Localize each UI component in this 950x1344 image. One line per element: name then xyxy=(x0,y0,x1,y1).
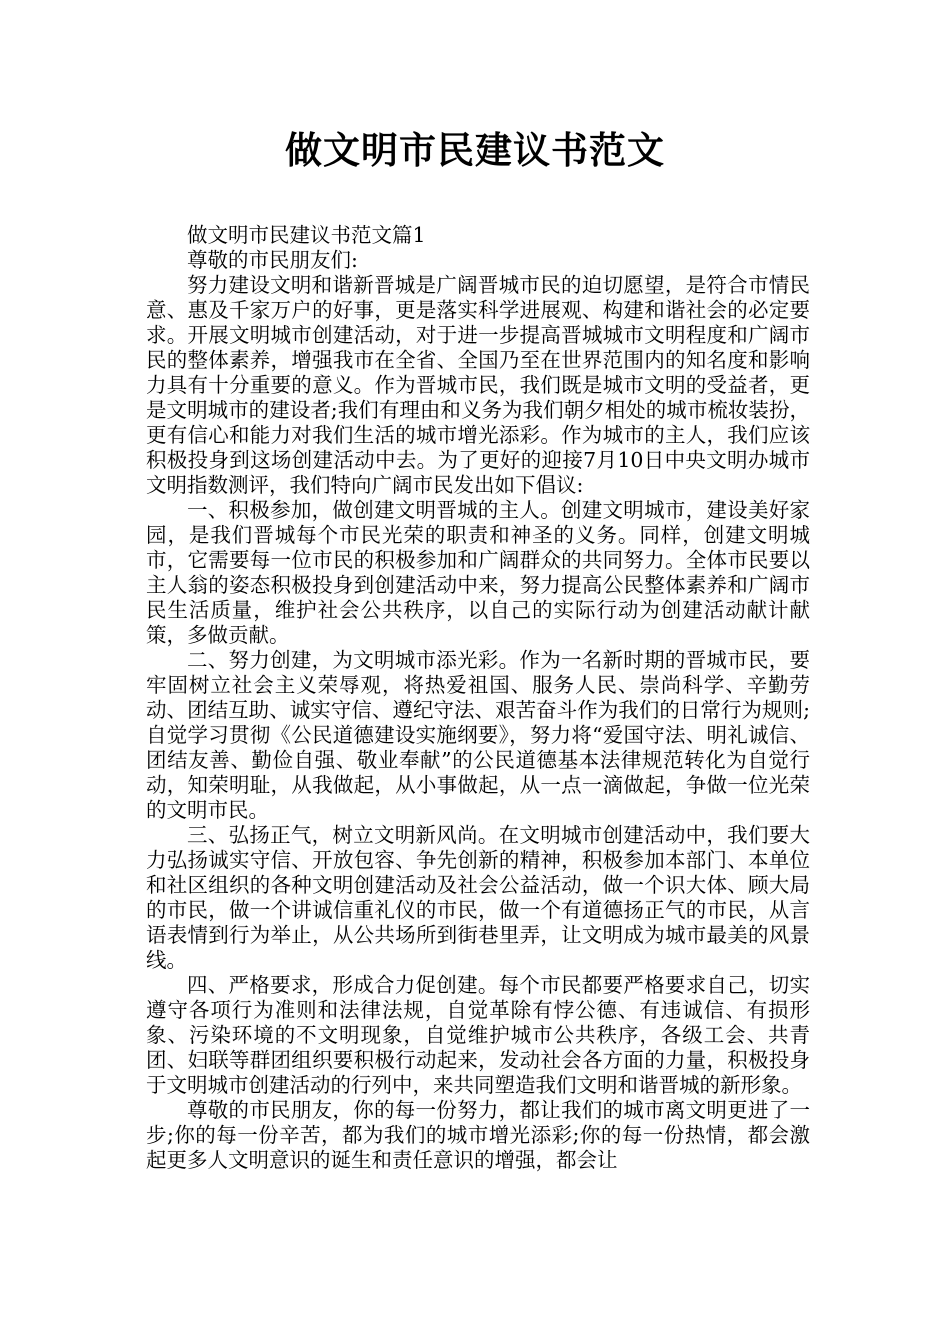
document-title: 做文明市民建议书范文 xyxy=(285,129,665,172)
paragraph-point-4: 四、严格要求，形成合力促创建。每个市民都要严格要求自己，切实遵守各项行为准则和法律法规，自觉革除有悖公德、有违诚信、有损形象、污染环境的不文明现象，自觉维护城市公共秩序，各级工会、共青团、妇联等群团组织要积极行动起来，发动社会各方面的力量，积极投身于文明城市创建活动的行列中，来共同塑造我们文明和谐晋城的新形象。 xyxy=(146,973,810,1097)
paragraph-point-1: 一、积极参加，做创建文明晋城的主人。创建文明城市，建设美好家园，是我们晋城每个市民光荣的职责和神圣的义务。同样，创建文明城市，它需要每一位市民的积极参加和广阔群众的共同努力。全体市民要以主人翁的姿态积极投身到创建活动中来，努力提高公民整体素养和广阔市民生活质量，维护社会公共秩序，以自己的实际行动为创建活动献计献策，多做贡献。 xyxy=(146,498,810,647)
paragraph-point-2: 二、努力创建，为文明城市添光彩。作为一名新时期的晋城市民，要牢固树立社会主义荣辱观，将热爱祖国、服务人民、崇尚科学、辛勤劳动、团结互助、诚实守信、遵纪守法、艰苦奋斗作为我们的日常行为规则;自觉学习贯彻《公民道德建设实施纲要》，努力将“爱国守法、明礼诚信、团结友善、勤俭自强、敬业奉献”的公民道德基本法律规范转化为自觉行动，知荣明耻，从我做起，从小事做起，从一点一滴做起，争做一位光荣的文明市民。 xyxy=(146,648,810,822)
paragraph-intro: 努力建设文明和谐新晋城是广阔晋城市民的迫切愿望，是符合市情民意、惠及千家万户的好事，更是落实科学进展观、构建和谐社会的必定要求。开展文明城市创建活动，对于进一步提高晋城城市文明程度和广阔市民的整体素养，增强我市在全省、全国乃至在世界范围内的知名度和影响力具有十分重要的意义。作为晋城市民，我们既是城市文明的受益者，更是文明城市的建设者;我们有理由和义务为我们朝夕相处的城市梳妆装扮，更有信心和能力对我们生活的城市增光添彩。作为城市的主人，我们应该积极投身到这场创建活动中去。为了更好的迎接7月10日中央文明办城市文明指数测评，我们特向广阔市民发出如下倡议: xyxy=(146,273,810,497)
paragraph-closing: 尊敬的市民朋友，你的每一份努力，都让我们的城市离文明更进了一步;你的每一份辛苦，都为我们的城市增光添彩;你的每一份热情，都会激起更多人文明意识的诞生和责任意识的增强，都会让 xyxy=(146,1098,810,1172)
section-heading: 做文明市民建议书范文篇1 xyxy=(187,223,426,247)
salutation: 尊敬的市民朋友们: xyxy=(187,248,358,272)
paragraph-point-3: 三、弘扬正气，树立文明新风尚。在文明城市创建活动中，我们要大力弘扬诚实守信、开放包容、争先创新的精神，积极参加本部门、本单位和社区组织的各种文明创建活动及社会公益活动，做一个识大体、顾大局的市民，做一个讲诚信重礼仪的市民，做一个有道德扬正气的市民，从言语表情到行为举止，从公共场所到街巷里弄，让文明成为城市最美的风景线。 xyxy=(146,823,810,972)
document-body xyxy=(146,223,810,1173)
